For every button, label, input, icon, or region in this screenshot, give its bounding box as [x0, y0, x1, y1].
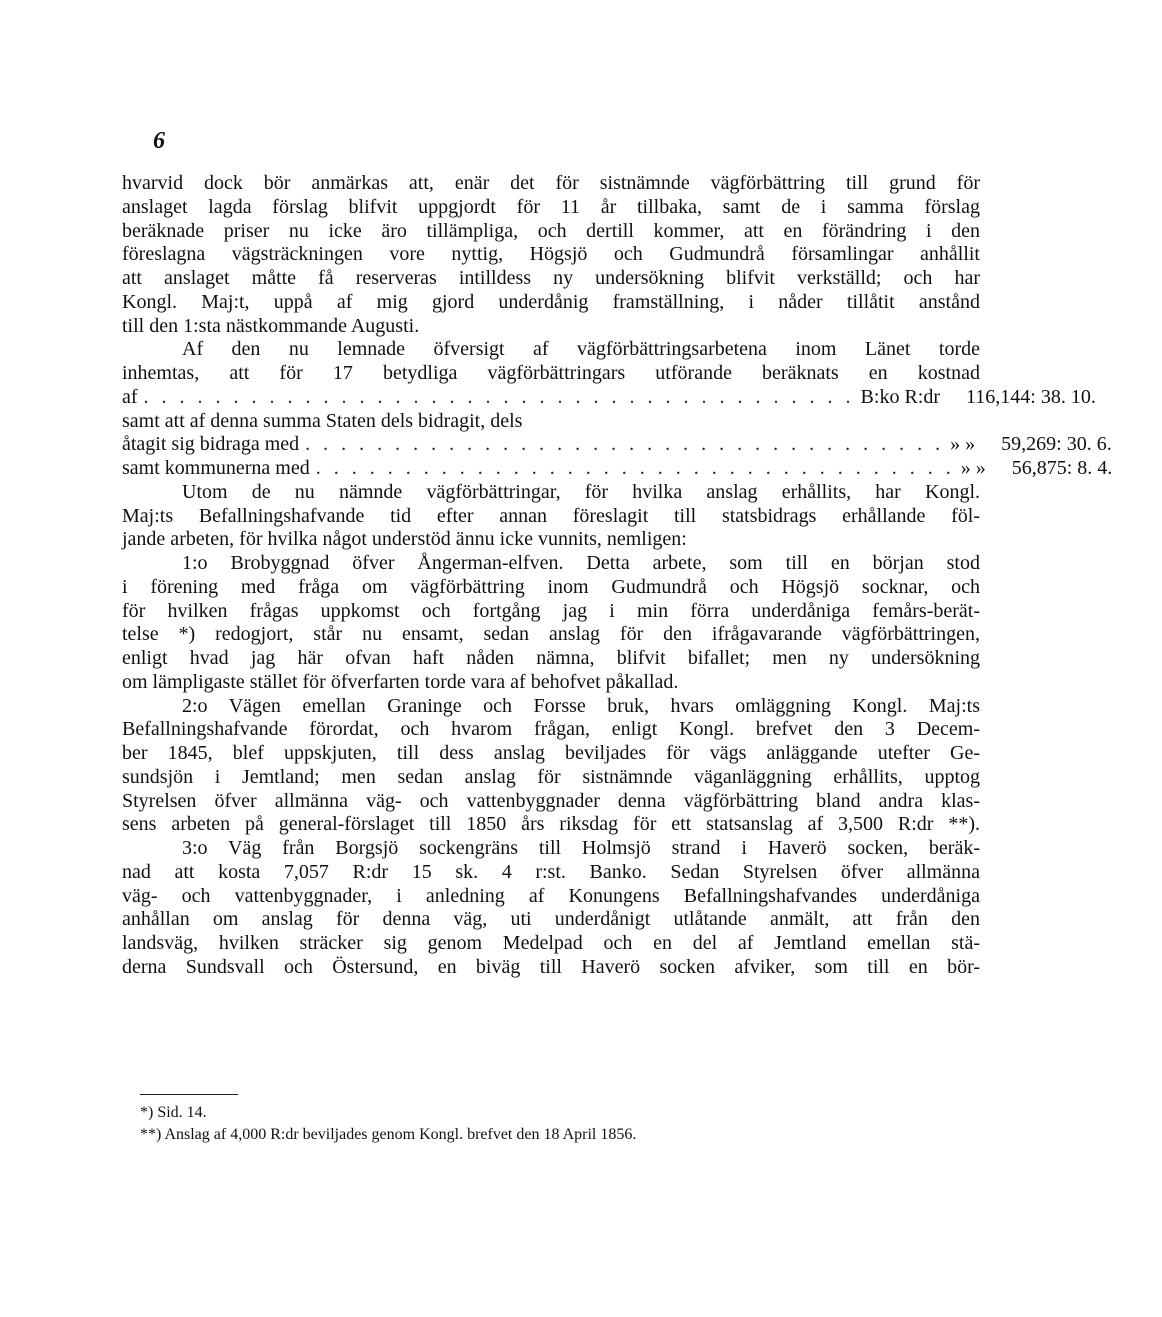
text-line: Kongl. Maj:t, uppå af mig gjord underdånig framställning, i nåder tillåtit anstånd — [122, 290, 980, 313]
cost-row-total — [122, 385, 1096, 410]
footnotes — [140, 1102, 860, 1146]
text-line: ber 1845, blef uppskjuten, till dess anslag beviljades för vägs anläggande utefter Ge- — [122, 742, 980, 764]
text-line: väg- och vattenbyggnader, i anledning af Konungens Befallningshafvandes underdåniga — [122, 884, 980, 907]
cost-row-label: samt kommunerna med — [122, 457, 310, 479]
text-line: inhemtas, att för 17 betydliga vägförbättringars utförande beräknats en kostnad — [122, 362, 980, 384]
body-text — [122, 172, 1113, 980]
footnote-separator — [140, 1094, 238, 1095]
footnote: **) Anslag af 4,000 R:dr beviljades genom Kongl. brefvet den 18 April 1856. — [140, 1126, 637, 1143]
text-line: Af den nu lemnade öfversigt af vägförbättringsarbetena inom Länet torde — [182, 338, 980, 361]
text-line: Styrelsen öfver allmänna väg- och vattenbyggnader denna vägförbättring bland andra klas- — [122, 789, 980, 812]
text-line: om lämpligaste stället för öfverfarten torde vara af behofvet påkallad. — [122, 670, 679, 693]
cost-row-unit: B:ko R:dr — [860, 385, 940, 408]
cost-row-amount: 56,875: 8. 4. — [1011, 457, 1113, 479]
dot-leader: . . . . . . . . . . . . . . . . . . . . . . . . . . . . . . . . . . . . — [305, 433, 945, 456]
cost-row-amount: 59,269: 30. 6. — [1001, 433, 1112, 456]
text-line: samt att af denna summa Staten dels bidragit, dels — [122, 409, 523, 432]
cost-row-label: åtagit sig bidraga med — [122, 433, 300, 456]
text-line: 2:o Vägen emellan Graninge och Forsse bruk, hvars omläggning Kongl. Maj:ts — [182, 694, 980, 717]
footnote: *) Sid. 14. — [140, 1104, 207, 1121]
text-line: sens arbeten på general-förslaget till 1850 års riksdag för ett statsanslag af 3,500 R:dr **). — [122, 813, 980, 836]
text-line: landsväg, hvilken sträcker sig genom Medelpad och en del af Jemtland emellan stä- — [122, 932, 980, 954]
cost-row-amount: 116,144: 38. 10. — [966, 385, 1096, 408]
dot-leader: . . . . . . . . . . . . . . . . . . . . . . . . . . . . . . . . . . . . . . . . — [143, 385, 855, 408]
text-line: Befallningshafvande förordat, och hvarom frågan, enligt Kongl. brefvet den 3 Decem- — [122, 718, 980, 741]
text-line: föreslagna vägsträckningen vore nyttig, Högsjö och Gudmundrå församlingar anhållit — [122, 243, 980, 266]
text-line: till den 1:sta nästkommande Augusti. — [122, 314, 420, 337]
text-line: att anslaget måtte få reserveras intilldess ny undersökning blifvit verkställd; och har — [122, 267, 980, 289]
text-line: Maj:ts Befallningshafvande tid efter annan föreslagit till statsbidrags erhållande föl- — [122, 504, 980, 527]
text-line: anslaget lagda förslag blifvit uppgjordt för 11 år tillbaka, samt de i samma förslag — [122, 195, 980, 218]
cost-row-staten — [122, 433, 1112, 457]
cost-row-label: af — [122, 385, 138, 408]
text-line: 3:o Väg från Borgsjö sockengräns till Holmsjö strand i Haverö socken, beräk- — [182, 837, 980, 859]
dot-leader: . . . . . . . . . . . . . . . . . . . . . . . . . . . . . . . . . . . . — [315, 457, 955, 479]
text-line: för hvilken frågas uppkomst och fortgång jag i min förra underdåniga femårs-berät- — [122, 599, 980, 622]
cost-row-unit: » » — [960, 457, 986, 479]
text-line: Utom de nu nämnde vägförbättringar, för hvilka anslag erhållits, har Kongl. — [182, 480, 980, 503]
text-line: beräknade priser nu icke äro tillämpliga, och dertill kommer, att en förändring i den — [122, 219, 980, 242]
text-line: nad att kosta 7,057 R:dr 15 sk. 4 r:st. Banko. Sedan Styrelsen öfver allmänna — [122, 860, 980, 883]
page-number: 6 — [153, 128, 165, 154]
text-line: enligt hvad jag här ofvan haft nåden nämna, blifvit bifallet; men ny undersökning — [122, 647, 980, 669]
cost-row-unit: » » — [950, 433, 976, 456]
text-line: i förening med fråga om vägförbättring inom Gudmundrå och Högsjö socknar, och — [122, 575, 980, 598]
text-line: telse *) redogjort, står nu ensamt, sedan anslag för den ifrågavarande vägförbättringen, — [122, 623, 980, 646]
text-line: sundsjön i Jemtland; men sedan anslag för sistnämnde väganläggning erhållits, upptog — [122, 765, 980, 788]
text-line: anhållan om anslag för denna väg, uti underdånigt utlåtande anmält, att från den — [122, 908, 980, 931]
text-line: jande arbeten, för hvilka något understöd ännu icke vunnits, nemligen: — [122, 528, 687, 551]
text-line: hvarvid dock bör anmärkas att, enär det för sistnämnde vägförbättring till grund för — [122, 172, 980, 194]
cost-row-kommun — [122, 457, 1113, 481]
text-line: derna Sundsvall och Östersund, en biväg till Haverö socken afviker, som till en bör- — [122, 955, 980, 978]
text-line: 1:o Brobyggnad öfver Ångerman-elfven. Detta arbete, som till en början stod — [182, 552, 980, 574]
